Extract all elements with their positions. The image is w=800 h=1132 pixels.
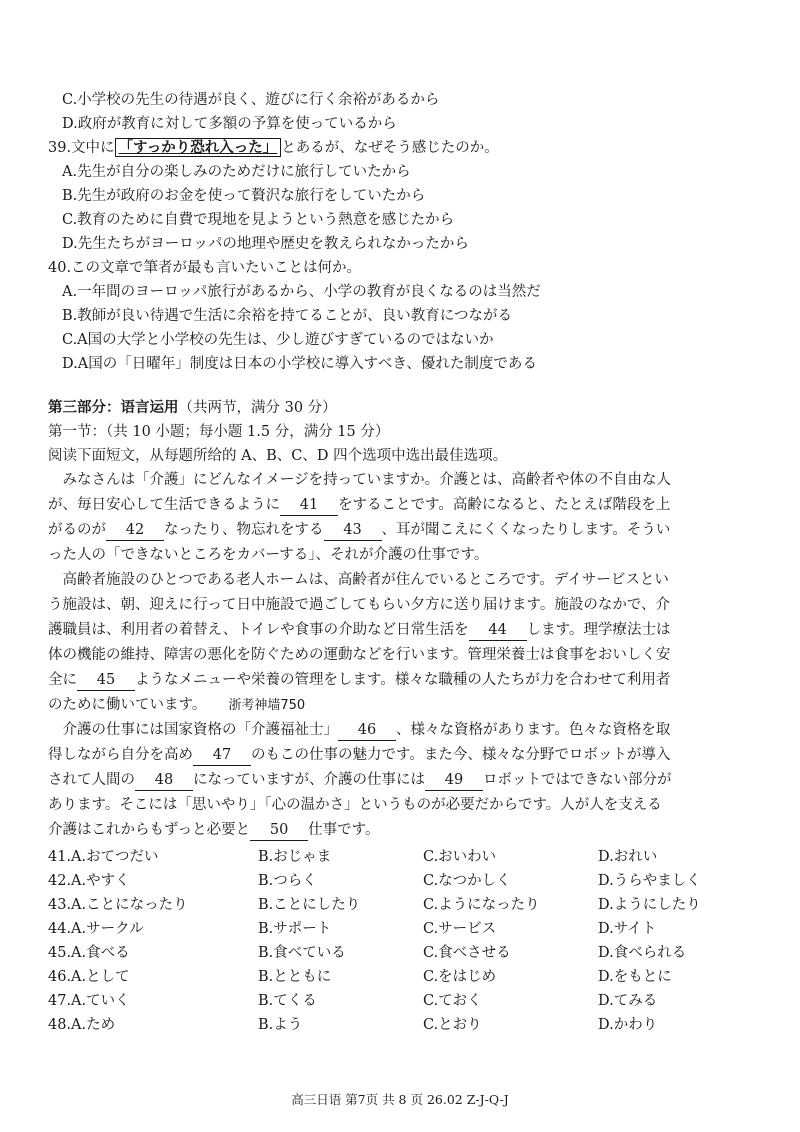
cloze-passage [48, 468, 768, 843]
part3-title-note: （共两节，满分 30 分） [178, 400, 337, 416]
option-b[interactable]: B.とともに [258, 968, 332, 985]
passage-line: がるのが 42 なったり、物忘れをする 43 、耳が聞こえにくくなったりします。そうい [48, 518, 768, 543]
q40-option-b: B.教師が良い待遇で生活に余裕を持てることが、良い教育につながる [62, 308, 512, 324]
option-d[interactable]: D.かわり [598, 1016, 658, 1033]
option-a[interactable]: 44.A.サークル [48, 920, 144, 937]
option-a[interactable]: 46.A.として [48, 968, 130, 985]
option-c[interactable]: C.をはじめ [423, 968, 497, 985]
option-row [48, 891, 768, 915]
passage-line: 介護はこれからもずっと必要と 50 仕事です。 [48, 818, 768, 843]
part3-heading [48, 396, 768, 420]
passage-line: 高齢者施設のひとつである老人ホームは、高齢者が住んでいるところです。デイサービスとい [48, 572, 669, 588]
part3-title: 第三部分：语言运用 [48, 399, 179, 416]
option-c[interactable]: C.なつかしく [423, 872, 511, 889]
passage-line: みなさんは「介護」にどんなイメージを持っていますか。介護とは、高齢者や体の不自由な人 [48, 472, 672, 488]
option-a[interactable]: 45.A.食べる [48, 944, 130, 961]
section1-heading: 第一节：（共 10 小题；每小题 1.5 分，满分 15 分） [48, 424, 390, 440]
blank-48[interactable]: 48 [135, 771, 193, 791]
q39-prefix: 39.文中に [48, 140, 115, 156]
q40-option-d: D.A国の「日曜年」制度は日本の小学校に導入すべき、優れた制度である [62, 356, 537, 372]
option-row [48, 843, 768, 867]
blank-49[interactable]: 49 [425, 771, 483, 791]
option-d[interactable]: D.てみる [598, 992, 658, 1009]
blank-44[interactable]: 44 [469, 621, 527, 641]
section1-instruction: 阅读下面短文，从每题所给的 A、B、C、D 四个选项中选出最佳选项。 [48, 448, 508, 464]
option-row [48, 915, 768, 939]
option-row [48, 963, 768, 987]
passage-line: されて人間の 48 になっていますが、介護の仕事には 49 ロボットではできない部分が [48, 768, 768, 793]
passage-line: 体の機能の維持、障害の悪化を防ぐための運動などを行います。管理栄養士は食事をおいしく安 [48, 647, 671, 663]
q39-option-c: C.教育のために自費で現地を見ようという熱意を感じたから [62, 212, 455, 228]
option-b[interactable]: B.ことにしたり [258, 896, 361, 913]
option-c[interactable]: C.とおり [423, 1016, 482, 1033]
q38-option-c: C.小学校の先生の待遇が良く、遊びに行く余裕があるから [62, 92, 440, 108]
option-b[interactable]: B.食べている [258, 944, 346, 961]
option-a[interactable]: 41.A.おてつだい [48, 848, 159, 865]
option-row [48, 939, 768, 963]
option-row [48, 1011, 768, 1035]
q39-option-b: B.先生が政府のお金を使って贅沢な旅行をしていたから [62, 188, 426, 204]
option-d[interactable]: D.をもとに [598, 968, 672, 985]
option-b[interactable]: B.つらく [258, 872, 317, 889]
option-c[interactable]: C.おいわい [423, 848, 497, 865]
q39-stem [48, 136, 768, 160]
option-d[interactable]: D.うらやましく [598, 872, 701, 889]
q39-option-d: D.先生たちがヨーロッパの地理や歴史を教えられなかったから [62, 236, 469, 252]
passage-line: 介護の仕事には国家資格の「介護福祉士」 46 、様々な資格があります。色々な資格を取 [48, 718, 768, 743]
option-c[interactable]: C.食べさせる [423, 944, 511, 961]
option-row [48, 987, 768, 1011]
blank-47[interactable]: 47 [193, 746, 251, 766]
blank-43[interactable]: 43 [324, 521, 382, 541]
q38-option-d: D.政府が教育に対して多額の予算を使っているから [62, 116, 397, 132]
option-d[interactable]: D.食べられる [598, 944, 687, 961]
q39-suffix: とあるが、なぜそう感じたのか。 [281, 140, 499, 156]
option-b[interactable]: B.おじゃま [258, 848, 332, 865]
passage-line: った人の「できないところをカバーする」、それが介護の仕事です。 [48, 547, 489, 563]
q40-option-c: C.A国の大学と小学校の先生は、少し遊びすぎているのではないか [62, 332, 494, 348]
option-b[interactable]: B.よう [258, 1016, 303, 1033]
option-d[interactable]: D.おれい [598, 848, 658, 865]
blank-41[interactable]: 41 [280, 496, 338, 516]
blank-45[interactable]: 45 [77, 671, 135, 691]
option-b[interactable]: B.サポート [258, 920, 332, 937]
option-b[interactable]: B.てくる [258, 992, 317, 1009]
blank-42[interactable]: 42 [106, 521, 164, 541]
option-c[interactable]: C.ておく [423, 992, 482, 1009]
passage-line: う施設は、朝、迎えに行って日中施設で過ごしてもらい夕方に送り届けます。施設のなかで、介 [48, 597, 671, 613]
passage-line: のために働いています。 浙考神墙750 [48, 697, 306, 713]
passage-line: 得しながら自分を高め 47 のもこの仕事の魅力です。また今、様々な分野でロボットが導入 [48, 743, 768, 768]
q40-option-a: A.一年間のヨーロッパ旅行があるから、小学の教育が良くなるのは当然だ [62, 284, 541, 300]
blank-50[interactable]: 50 [250, 821, 308, 841]
option-d[interactable]: D.サイト [598, 920, 657, 937]
option-a[interactable]: 47.A.ていく [48, 992, 130, 1009]
passage-line: が、毎日安心して生活できるように 41 をすることです。高齢になると、たとえば階段を上 [48, 493, 768, 518]
page-footer: 高三日语 第7页 共 8 页 26.02 Z-J-Q-J [291, 1092, 509, 1107]
option-c[interactable]: C.ようになったり [423, 896, 540, 913]
option-a[interactable]: 43.A.ことになったり [48, 896, 188, 913]
option-a[interactable]: 48.A.ため [48, 1016, 116, 1033]
option-a[interactable]: 42.A.やすく [48, 872, 130, 889]
option-c[interactable]: C.サービス [423, 920, 497, 937]
passage-line: 護職員は、利用者の着替え、トイレや食事の介助など日常生活を 44 します。理学療法士は [48, 618, 768, 643]
passage-line: 全に 45 ようなメニューや栄養の管理をします。様々な職種の人たちが力を合わせて利用者 [48, 668, 768, 693]
q39-boxed-phrase: 「すっかり恐れ入った」 [115, 138, 282, 157]
exam-page [48, 88, 768, 1035]
q40-stem: 40.この文章で筆者が最も言いたいことは何か。 [48, 260, 362, 276]
option-d[interactable]: D.ようにしたり [598, 896, 701, 913]
option-row [48, 867, 768, 891]
blank-46[interactable]: 46 [338, 721, 396, 741]
answer-options-table [48, 843, 768, 1035]
watermark-text: 浙考神墙750 [228, 698, 306, 713]
q39-option-a: A.先生が自分の楽しみのためだけに旅行していたから [62, 164, 411, 180]
passage-line: あります。そこには「思いやり」「心の温かさ」というものが必要だからです。人が人を支える [48, 797, 662, 813]
